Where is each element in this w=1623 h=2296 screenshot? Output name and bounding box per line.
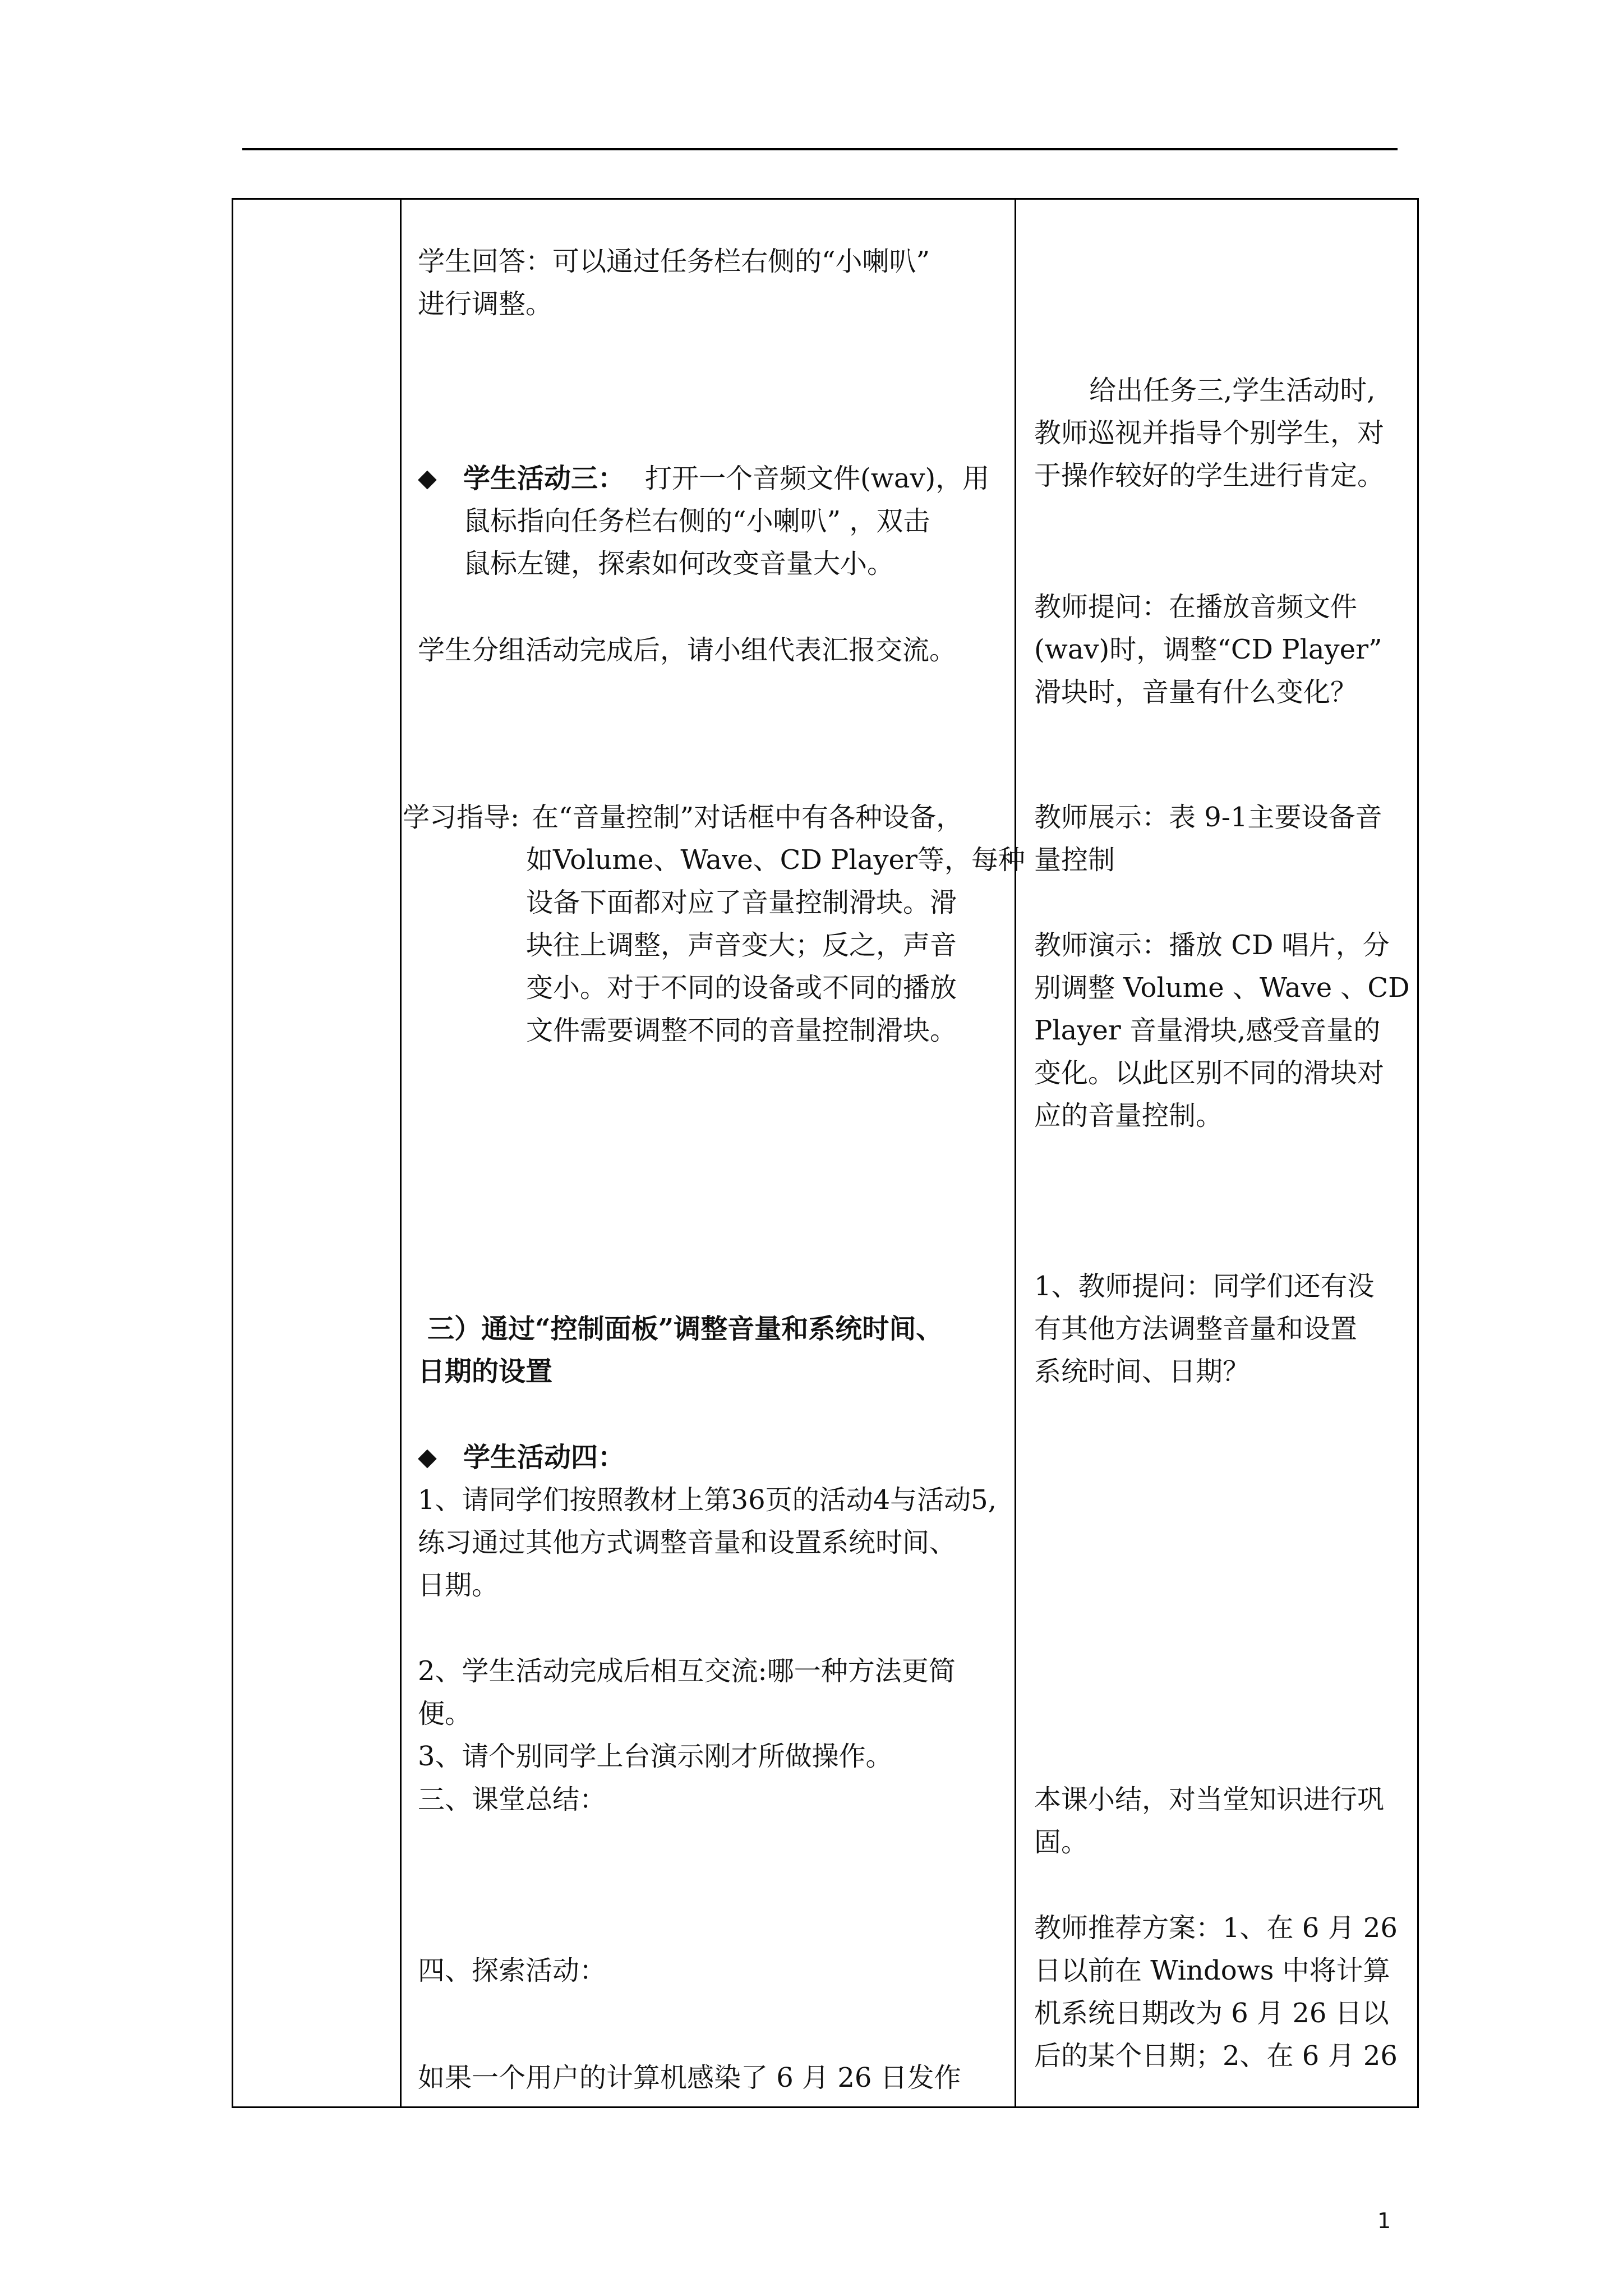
student-answer-line-1: 学生回答：可以通过任务栏右侧的“小喇叭” bbox=[418, 246, 930, 277]
activity-4-item-3: 3、请个别同学上台演示刚才所做操作。 bbox=[418, 1741, 893, 1772]
student-answer-line-2: 进行调整。 bbox=[418, 288, 553, 320]
teacher-demo-line-3: Player 音量滑块,感受音量的 bbox=[1034, 1015, 1381, 1046]
section-3-title-line-1: 三）通过“控制面板”调整音量和系统时间、 bbox=[427, 1313, 943, 1345]
teacher-question-line-2: (wav)时，调整“CD Player” bbox=[1034, 634, 1382, 665]
section-3-title-line-2: 日期的设置 bbox=[418, 1356, 553, 1387]
activity-3-line-3: 鼠标左键，探索如何改变音量大小。 bbox=[463, 548, 895, 579]
task-3-line-3: 于操作较好的学生进行肯定。 bbox=[1034, 460, 1385, 491]
activity-4-item-2-line-1: 2、学生活动完成后相互交流:哪一种方法更简 bbox=[418, 1655, 956, 1687]
task-3-line-1: 给出任务三,学生活动时, bbox=[1089, 375, 1376, 406]
teacher-question-2-line-2: 有其他方法调整音量和设置 bbox=[1034, 1313, 1358, 1345]
recommend-line-3: 机系统日期改为 6 月 26 日以 bbox=[1034, 1998, 1389, 2029]
column-divider-right bbox=[1015, 200, 1016, 2106]
guide-line-2: 如Volume、Wave、CD Player等，每种 bbox=[526, 844, 1025, 876]
teacher-demo-line-5: 应的音量控制。 bbox=[1034, 1100, 1223, 1131]
explore-heading: 四、探索活动： bbox=[418, 1955, 607, 1986]
lesson-summary-line-1: 本课小结，对当堂知识进行巩 bbox=[1034, 1784, 1385, 1815]
guide-line-3: 设备下面都对应了音量控制滑块。滑 bbox=[526, 887, 957, 918]
bullet-diamond-icon: ◆ bbox=[418, 464, 437, 493]
explore-question: 如果一个用户的计算机感染了 6 月 26 日发作 bbox=[418, 2062, 961, 2093]
teacher-show-line-2: 量控制 bbox=[1034, 844, 1115, 876]
activity-3-line-1: 打开一个音频文件(wav)，用 bbox=[645, 463, 990, 494]
recommend-line-2: 日以前在 Windows 中将计算 bbox=[1034, 1955, 1390, 1986]
bullet-diamond-icon: ◆ bbox=[418, 1443, 437, 1471]
teacher-demo-line-4: 变化。以此区别不同的滑块对 bbox=[1034, 1057, 1385, 1089]
activity-4-line-3: 日期。 bbox=[418, 1570, 499, 1601]
recommend-line-1: 教师推荐方案：1、在 6 月 26 bbox=[1034, 1912, 1398, 1944]
lesson-summary-line-2: 固。 bbox=[1034, 1826, 1089, 1858]
activity-4-item-2-line-2: 便。 bbox=[418, 1698, 472, 1729]
page-number: 1 bbox=[1377, 2208, 1391, 2233]
group-report: 学生分组活动完成后，请小组代表汇报交流。 bbox=[418, 634, 957, 666]
recommend-line-4: 后的某个日期；2、在 6 月 26 bbox=[1034, 2040, 1398, 2072]
guide-line-5: 变小。对于不同的设备或不同的播放 bbox=[526, 972, 957, 1004]
guide-line-4: 块往上调整，声音变大；反之，声音 bbox=[526, 930, 957, 961]
task-3-line-2: 教师巡视并指导个别学生，对 bbox=[1034, 417, 1385, 449]
teacher-question-line-1: 教师提问：在播放音频文件 bbox=[1034, 591, 1358, 623]
teacher-demo-line-2: 别调整 Volume 、Wave 、CD bbox=[1034, 972, 1410, 1004]
header-rule bbox=[242, 148, 1398, 150]
activity-3-line-2: 鼠标指向任务栏右侧的“小喇叭” ，双击 bbox=[463, 505, 930, 537]
class-summary-heading: 三、课堂总结： bbox=[418, 1784, 607, 1815]
guide-line-6: 文件需要调整不同的音量控制滑块。 bbox=[526, 1015, 957, 1046]
teacher-show-line-1: 教师展示：表 9-1主要设备音 bbox=[1034, 802, 1382, 833]
guide-line-1: 在“音量控制”对话框中有各种设备， bbox=[532, 802, 963, 833]
teacher-question-line-3: 滑块时，音量有什么变化？ bbox=[1034, 677, 1358, 708]
activity-4-title: 学生活动四： bbox=[463, 1442, 625, 1473]
activity-4-line-2: 练习通过其他方式调整音量和设置系统时间、 bbox=[418, 1527, 957, 1558]
teacher-demo-line-1: 教师演示：播放 CD 唱片，分 bbox=[1034, 930, 1390, 961]
column-divider-left bbox=[400, 200, 402, 2106]
teacher-question-2-line-3: 系统时间、日期？ bbox=[1034, 1356, 1250, 1387]
guide-label: 学习指导: bbox=[403, 802, 520, 833]
activity-4-line-1: 1、请同学们按照教材上第36页的活动4与活动5, bbox=[418, 1484, 997, 1516]
teacher-question-2-line-1: 1、教师提问：同学们还有没 bbox=[1034, 1271, 1375, 1302]
activity-3-title: 学生活动三： bbox=[463, 463, 625, 494]
